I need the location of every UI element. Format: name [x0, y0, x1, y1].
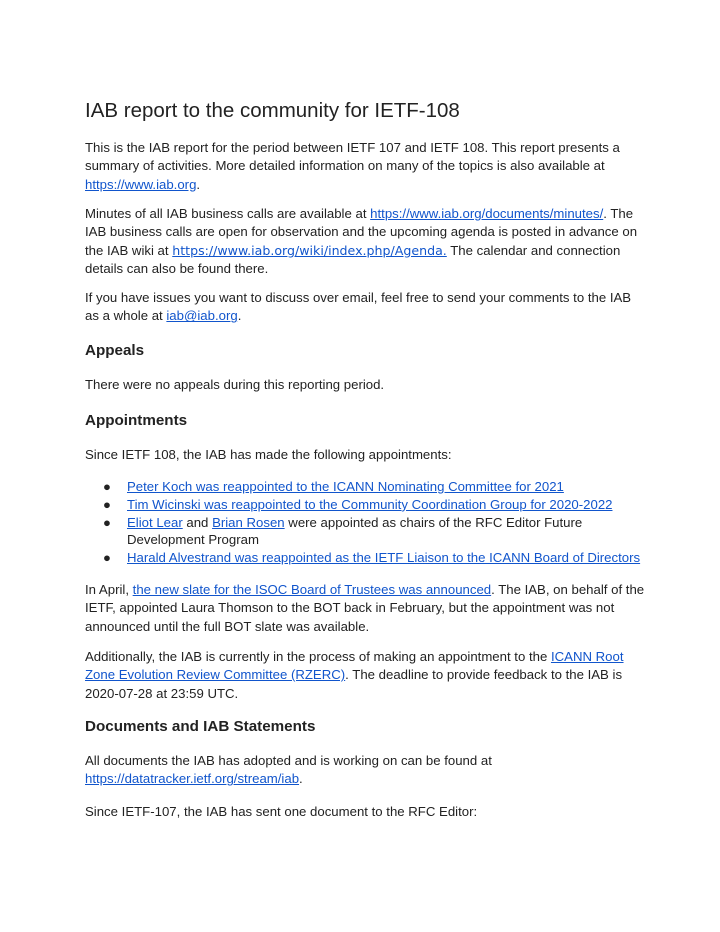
brian-rosen-link[interactable]: Brian Rosen — [212, 514, 285, 530]
rzerc-link[interactable]: Zone Evolution Review Committee (RZERC) — [85, 667, 346, 683]
isoc-line-1-end: . The IAB, on behalf of the — [491, 582, 645, 597]
bullet-icon: ● — [103, 496, 111, 512]
iab-email-link[interactable]: iab@iab.org — [166, 308, 238, 324]
rzerc-line-1: Additionally, the IAB is currently in the process of making an appointment to the — [85, 649, 551, 664]
email-paragraph — [85, 289, 655, 326]
agenda-wiki-link[interactable]: https://www.iab.org/wiki/index.php/Agenda. — [172, 242, 447, 258]
minutes-line-4: details can also be found there. — [85, 261, 269, 277]
email-line-1: If you have issues you want to discuss over email, feel free to send your comments to the IAB — [85, 290, 632, 305]
peter-koch-link[interactable]: Peter Koch was reappointed to the ICANN Nominating Committee for 2021 — [127, 479, 564, 494]
documents-heading: Documents and IAB Statements — [85, 718, 316, 735]
rfc-editor-text: Since IETF-107, the IAB has sent one document to the RFC Editor: — [85, 804, 478, 819]
documents-paragraph — [85, 752, 655, 789]
appeals-heading: Appeals — [85, 342, 145, 359]
intro-period: . — [196, 176, 201, 192]
appeals-text: There were no appeals during this reporting period. — [85, 377, 385, 392]
rzerc-paragraph — [85, 648, 655, 703]
minutes-line-3-end: The calendar and connection — [446, 242, 621, 258]
intro-paragraph — [85, 139, 655, 194]
bullet-icon: ● — [103, 514, 111, 530]
isoc-paragraph — [85, 581, 655, 636]
icann-root-link[interactable]: ICANN Root — [550, 649, 624, 664]
and-text: and — [182, 514, 213, 530]
page-title: IAB report to the community for IETF-108 — [85, 99, 460, 122]
minutes-line-1-end: . The — [603, 206, 634, 221]
list-item — [85, 478, 640, 496]
isoc-line-3: announced until the full BOT slate was available. — [85, 618, 370, 634]
minutes-link[interactable]: https://www.iab.org/documents/minutes/ — [370, 206, 604, 221]
email-line-2: as a whole at — [85, 308, 167, 324]
documents-period: . — [299, 771, 303, 787]
iab-website-link[interactable]: https://www.iab.org — [85, 176, 197, 192]
isoc-line-1: In April, — [85, 582, 133, 597]
isoc-line-2: IETF, appointed Laura Thomson to the BOT back in February, but the appointment was not — [85, 600, 615, 616]
rzerc-deadline: 2020-07-28 at 23:59 UTC. — [85, 685, 239, 701]
chairs-text-line-2: Development Program — [127, 532, 259, 548]
minutes-paragraph — [85, 205, 655, 279]
intro-line-2: summary of activities. More detailed information on many of the topics is also available at — [85, 158, 605, 174]
rzerc-line-2-end: . The deadline to provide feedback to the IAB is — [345, 667, 623, 683]
appointments-heading: Appointments — [85, 412, 188, 429]
bullet-icon: ● — [103, 550, 111, 566]
chairs-text: were appointed as chairs of the RFC Editor Future — [284, 514, 583, 530]
harald-alvestrand-link[interactable]: Harald Alvestrand was reappointed as the IETF Liaison to the ICANN Board of Directors — [127, 550, 641, 566]
bullet-icon: ● — [103, 479, 111, 494]
minutes-line-2: IAB business calls are open for observation and the upcoming agenda is posted in advance on — [85, 224, 638, 240]
list-item — [85, 496, 640, 514]
isoc-slate-link[interactable]: the new slate for the ISOC Board of Trustees was announced — [132, 582, 492, 597]
appointments-list — [85, 478, 640, 567]
minutes-line-1: Minutes of all IAB business calls are available at — [85, 206, 371, 221]
eliot-lear-link[interactable]: Eliot Lear — [127, 514, 183, 530]
appointments-intro: Since IETF 108, the IAB has made the following appointments: — [85, 447, 452, 462]
list-item — [85, 549, 640, 567]
minutes-line-3: the IAB wiki at — [85, 242, 173, 258]
datatracker-link[interactable]: https://datatracker.ietf.org/stream/iab — [85, 771, 300, 787]
tim-wicinski-link[interactable]: Tim Wicinski was reappointed to the Community Coordination Group for 2020-2022 — [127, 496, 613, 512]
documents-line-1: All documents the IAB has adopted and is working on can be found at — [85, 753, 492, 768]
email-period: . — [237, 308, 242, 324]
intro-line-1: This is the IAB report for the period between IETF 107 and IETF 108. This report presents a — [85, 140, 620, 155]
list-item — [85, 514, 640, 550]
